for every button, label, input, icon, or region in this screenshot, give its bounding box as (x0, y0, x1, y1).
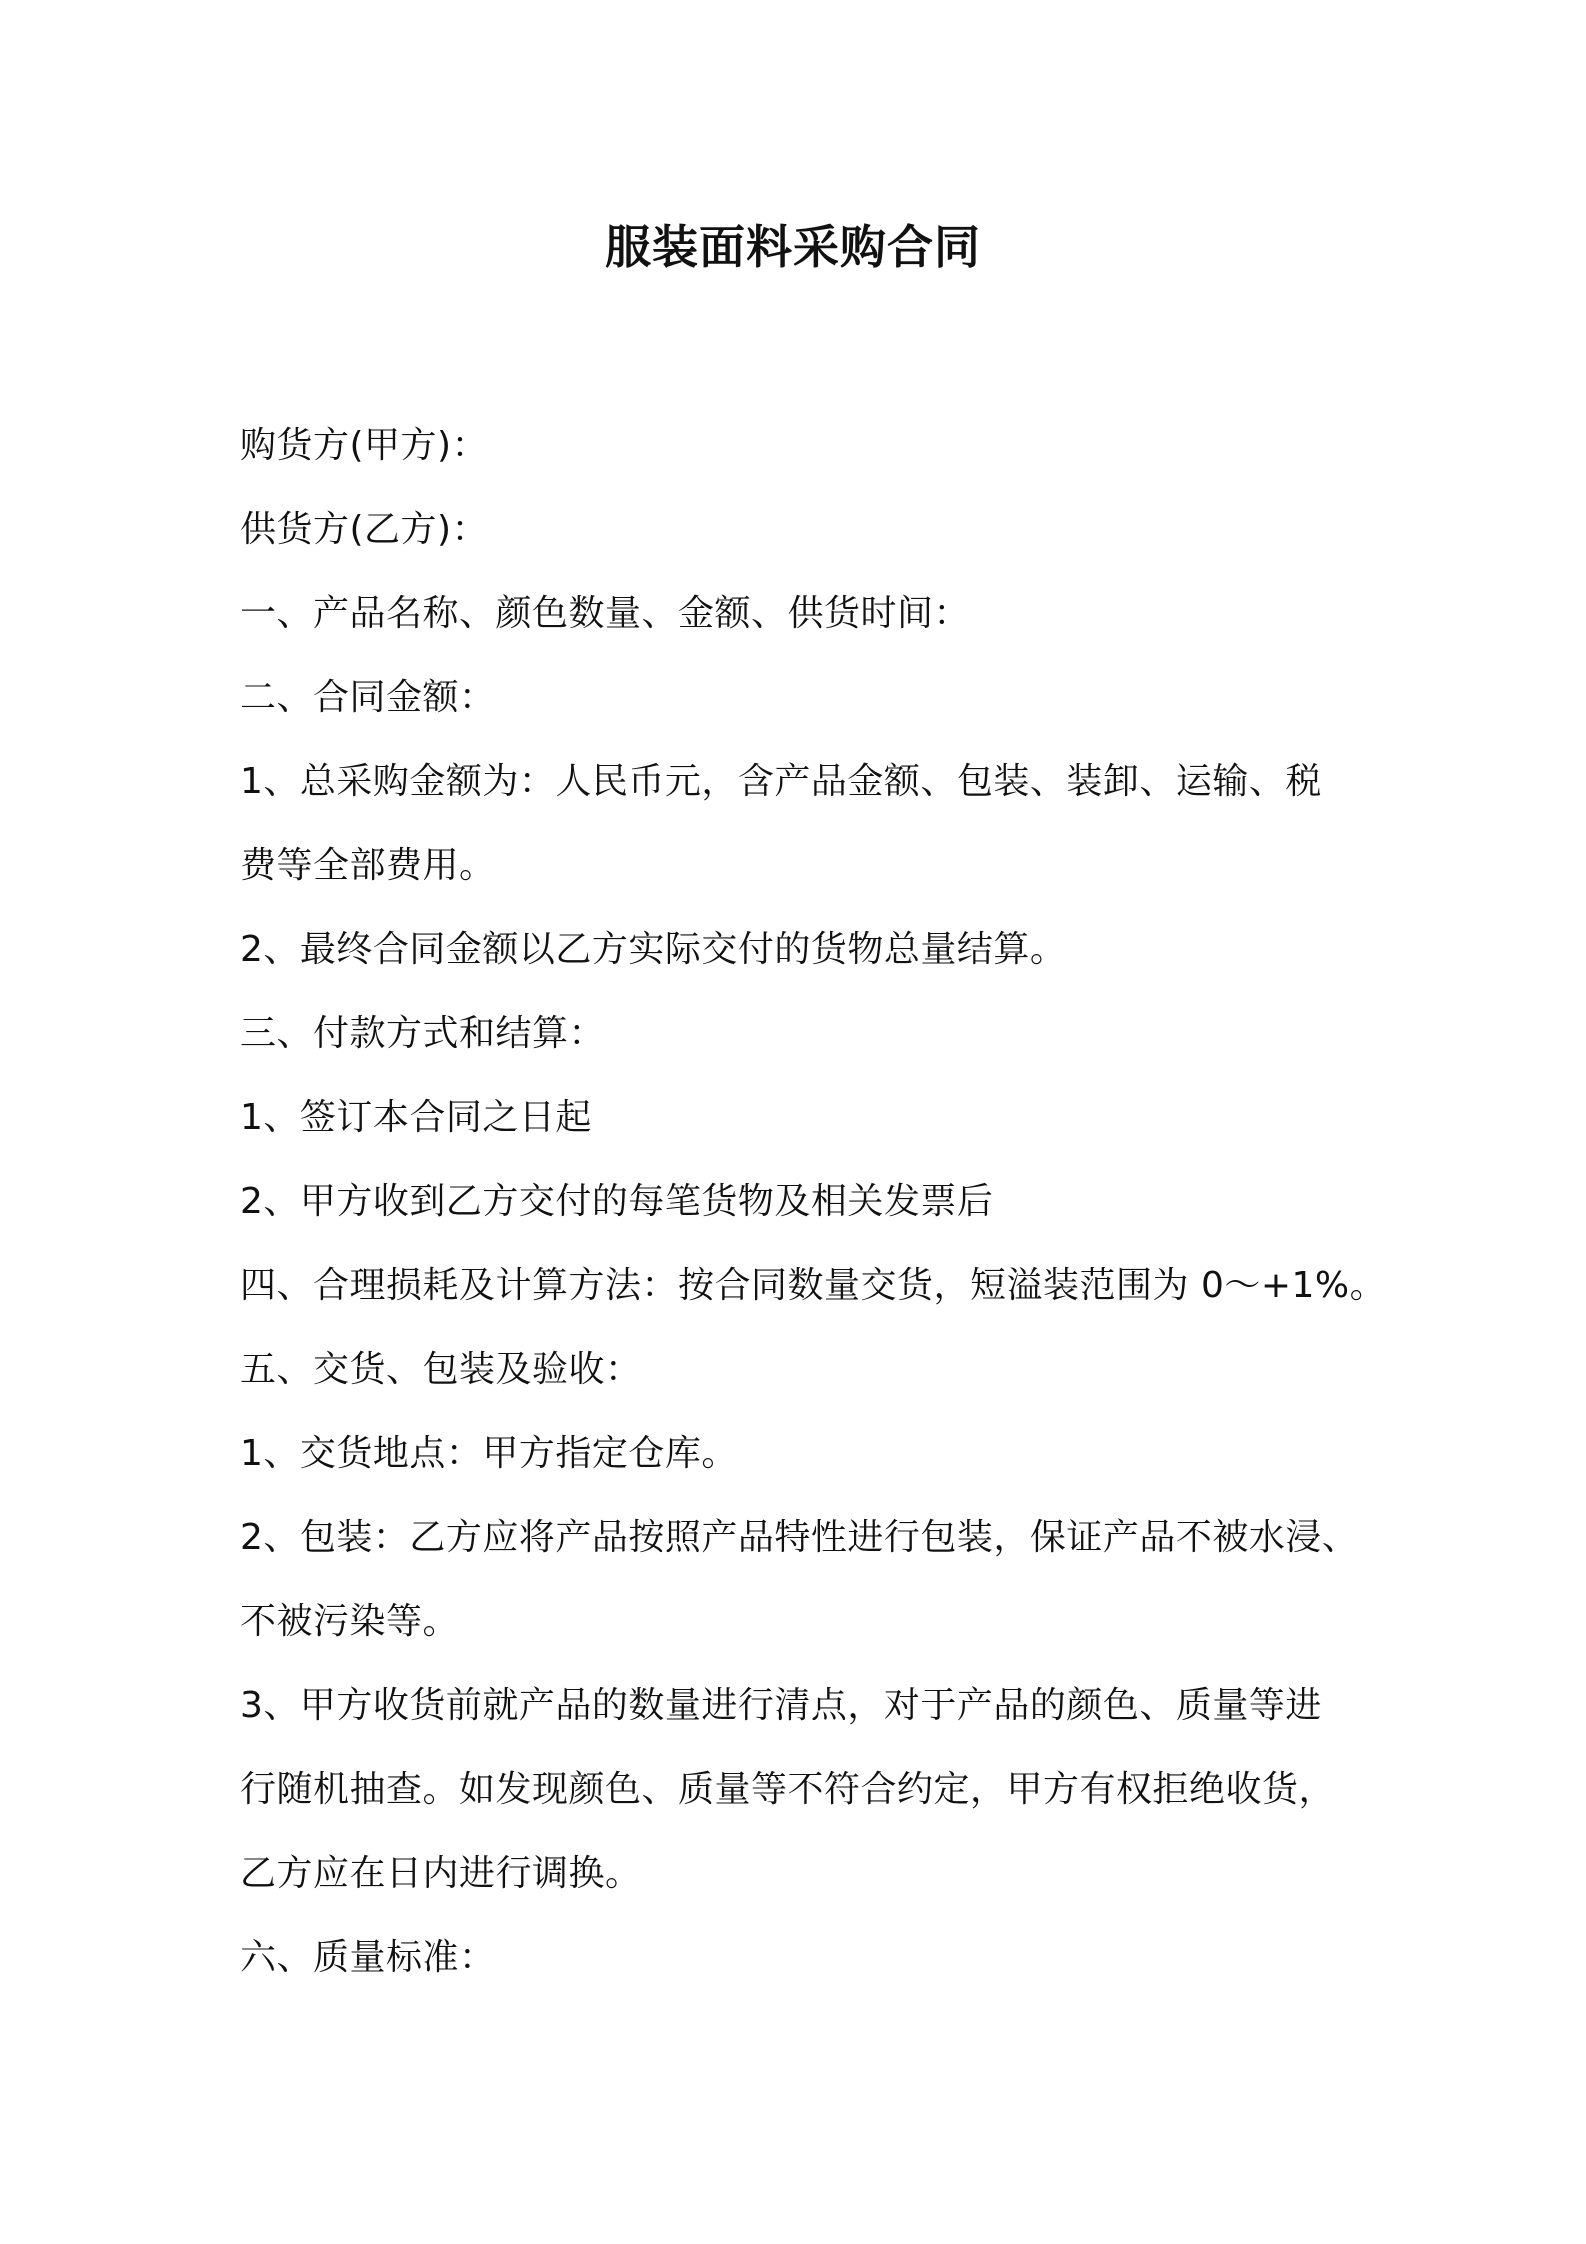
section-5-item-1: 1、交货地点：甲方指定仓库。 (240, 1433, 738, 1474)
section-2-item-2: 2、最终合同金额以乙方实际交付的货物总量结算。 (240, 929, 1067, 970)
section-2-heading: 二、合同金额： (240, 677, 496, 718)
section-5-heading: 五、交货、包装及验收： (240, 1349, 642, 1390)
section-5-item-3-cont-1: 行随机抽查。如发现颜色、质量等不符合约定，甲方有权拒绝收货， (240, 1769, 1336, 1810)
section-3-item-2: 2、甲方收到乙方交付的每笔货物及相关发票后 (240, 1181, 994, 1222)
section-6-heading: 六、质量标准： (240, 1937, 496, 1978)
section-1-heading: 一、产品名称、颜色数量、金额、供货时间： (240, 593, 971, 634)
section-5-item-3-cont-2: 乙方应在日内进行调换。 (240, 1853, 642, 1894)
document-title: 服装面料采购合同 (605, 220, 981, 274)
document-body (240, 404, 1387, 2000)
section-5-item-2-cont: 不被污染等。 (240, 1601, 460, 1642)
section-3-heading: 三、付款方式和结算： (240, 1013, 606, 1054)
section-3-item-1: 1、签订本合同之日起 (240, 1097, 592, 1138)
section-5-item-3: 3、甲方收货前就产品的数量进行清点，对于产品的颜色、质量等进 (240, 1685, 1322, 1726)
section-2-item-1: 1、总采购金额为：人民币元，含产品金额、包装、装卸、运输、税 (240, 761, 1322, 802)
buyer-line: 购货方(甲方)： (240, 425, 489, 466)
supplier-line: 供货方(乙方)： (240, 509, 489, 550)
section-5-item-2: 2、包装：乙方应将产品按照产品特性进行包装，保证产品不被水浸、 (240, 1517, 1359, 1558)
section-2-item-1-cont: 费等全部费用。 (240, 845, 496, 886)
section-4-heading: 四、合理损耗及计算方法：按合同数量交货，短溢装范围为 0～+1%。 (240, 1265, 1387, 1306)
